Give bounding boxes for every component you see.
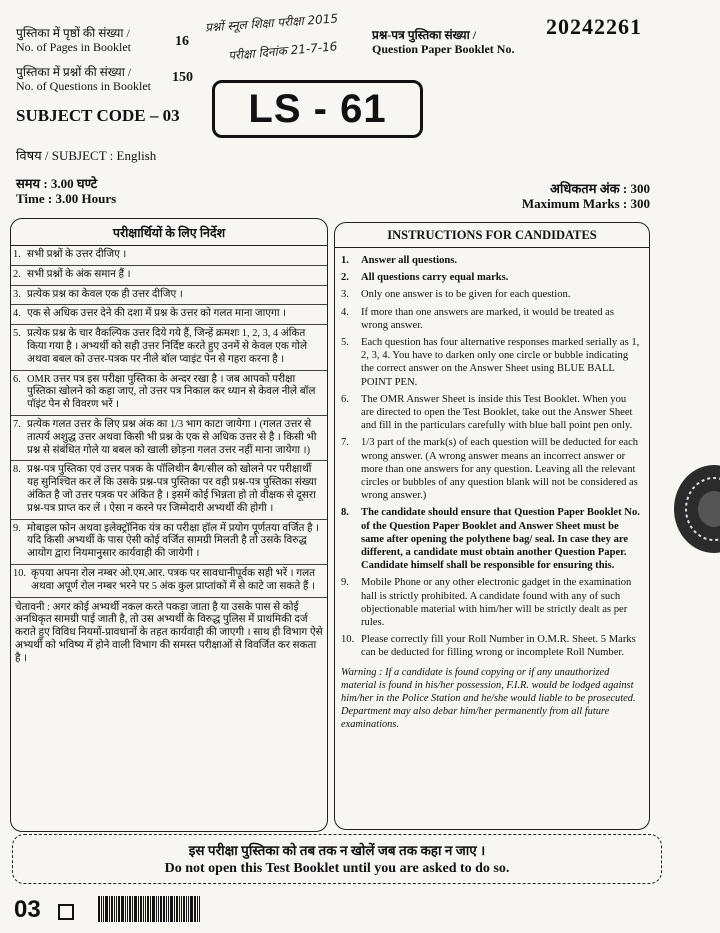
seal-stamp-icon xyxy=(666,462,720,556)
barcode-bar xyxy=(121,896,124,922)
item-number: 5. xyxy=(341,337,349,349)
barcode-bar xyxy=(114,896,115,922)
barcode-bar xyxy=(116,896,117,922)
item-text: मोबाइल फोन अथवा इलेक्ट्रॉनिक यंत्र का परीक्षा हॉल में प्रयोग पूर्णतया वर्जित है । यदि किसी अभ्यर्थी के पास ऐसी कोई वर्जित सामग्री मिलती है तो उसके विरुद्ध आयोग द्वारा नियमानुसार कार्यवाही की जायेगी । xyxy=(27,522,320,560)
barcode-bar xyxy=(194,896,196,922)
item-text: OMR उत्तर पत्र इस परीक्षा पुस्तिका के अन्दर रखा है । जब आपको परीक्षा पुस्तिका खोलने को कहा जाए, तो उत्तर पत्र निकाल कर ध्यान से केवल नीले बॉल पॉइंट पेन से विवरण भरें । xyxy=(27,373,316,411)
max-marks-block xyxy=(522,181,650,211)
barcode-bar xyxy=(168,896,169,922)
barcode-bar xyxy=(156,896,157,922)
time-block xyxy=(16,176,116,206)
subject: विषय / SUBJECT : English xyxy=(16,148,157,163)
pages-value: 16 xyxy=(175,34,189,49)
english-item-2 xyxy=(341,269,641,286)
item-number: 7. xyxy=(13,418,21,430)
notice-hindi: इस परीक्षा पुस्तिका को तब तक न खोलें जब तक कहा न जाए । xyxy=(188,843,486,858)
item-text: Only one answer is to be given for each question. xyxy=(361,289,571,301)
barcode-bar xyxy=(183,896,185,922)
item-text: कृपया अपना रोल नम्बर ओ.एम.आर. पत्रक पर सावधानीपूर्वक सही भरें । गलत अथवा अपूर्ण रोल नम्बर भरने पर 5 अंक कुल प्राप्तांकों में से काटे जा सकते हैं । xyxy=(31,567,316,592)
hindi-item-4 xyxy=(11,305,327,325)
english-instructions-panel xyxy=(334,222,650,830)
item-text: प्रत्येक प्रश्न का केवल एक ही उत्तर दीजिए । xyxy=(27,288,183,300)
barcode-bar xyxy=(134,896,137,922)
english-item-7 xyxy=(341,434,641,504)
english-item-4 xyxy=(341,304,641,334)
barcode-bar xyxy=(109,896,110,922)
time-hindi: समय : 3.00 घण्टे xyxy=(16,176,98,191)
barcode-bar xyxy=(190,896,193,922)
hindi-item-2 xyxy=(11,266,327,286)
barcode-bar xyxy=(118,896,120,922)
item-number: 10. xyxy=(341,634,355,646)
hindi-warning: चेतावनी : अगर कोई अभ्यर्थी नकल करते पकड़ा जाता है या उसके पास से कोई अनधिकृत सामग्री पाई जाती है, तो उस अभ्यर्थी के विरुद्ध पुलिस में प्राथमिकी दर्ज कराते हुए विविध नियमों-प्रावधानों के तहत कार्यवाही की जाएगी । साथ ही विभाग ऐसे अभ्यर्थी को भविष्य में होने वाली विभाग की समस्त परीक्षाओं से विवर्जित कर सकता है । xyxy=(15,601,323,664)
barcode-bar xyxy=(199,896,200,922)
hindi-instructions-list xyxy=(11,246,327,598)
item-number: 6. xyxy=(341,393,349,405)
hindi-item-8 xyxy=(11,461,327,519)
barcode-bar xyxy=(138,896,139,922)
hindi-item-3 xyxy=(11,286,327,306)
paper-code: LS - 61 xyxy=(248,86,387,131)
barcode-bar xyxy=(147,896,149,922)
hindi-panel-title: परीक्षार्थियों के लिए निर्देश xyxy=(11,219,327,246)
barcode-bar xyxy=(103,896,104,922)
item-text: सभी प्रश्नों के अंक समान हैं । xyxy=(27,268,131,280)
hindi-item-10 xyxy=(11,565,327,598)
english-item-1 xyxy=(341,252,641,269)
item-text: Mobile Phone or any other electronic gadget in the examination hall is strictly prohibited. A candidate found with any of such objectionable material with him/her will be strictly dealt as per rules. xyxy=(361,577,632,629)
item-number: 1. xyxy=(341,255,349,266)
barcode-bar xyxy=(125,896,126,922)
barcode-bar xyxy=(150,896,151,922)
barcode-bar xyxy=(170,896,173,922)
item-text: Answer all questions. xyxy=(361,255,458,266)
item-number: 8. xyxy=(13,464,21,476)
hindi-item-1 xyxy=(11,246,327,266)
questions-value: 150 xyxy=(172,70,193,85)
hindi-instructions-panel xyxy=(10,218,328,832)
max-marks-hindi: अधिकतम अंक : 300 xyxy=(550,181,650,196)
hindi-item-7 xyxy=(11,416,327,461)
subject-code: SUBJECT CODE – 03 xyxy=(16,106,180,125)
item-number: 10. xyxy=(13,567,26,579)
english-item-3 xyxy=(341,286,641,303)
barcode-bar xyxy=(111,896,113,922)
item-text: 1/3 part of the mark(s) of each question will be deducted for each wrong answer. (A wrong answer means an incorrect answer or more than one answers for any question. Leaving all the relevant circles or bubbles of any question blank will not be considered as wrong answer.) xyxy=(361,437,639,502)
english-item-5 xyxy=(341,334,641,391)
english-panel-title: INSTRUCTIONS FOR CANDIDATES xyxy=(335,223,649,248)
item-number: 5. xyxy=(13,328,21,340)
item-number: 4. xyxy=(341,306,349,318)
barcode-bar xyxy=(101,896,102,922)
barcode-bar xyxy=(158,896,159,922)
pages-label-english: No. of Pages in Booklet xyxy=(16,40,131,54)
item-number: 2. xyxy=(13,268,21,280)
notice-english: Do not open this Test Booklet until you are asked to do so. xyxy=(164,861,510,876)
time-english: Time : 3.00 Hours xyxy=(16,191,117,206)
item-text: All questions carry equal marks. xyxy=(361,272,509,284)
questions-label-hindi: पुस्तिका में प्रश्नों की संख्या / xyxy=(16,65,132,79)
item-number: 4. xyxy=(13,308,21,320)
item-number: 7. xyxy=(341,437,349,449)
barcode-bar xyxy=(152,896,155,922)
item-number: 6. xyxy=(13,373,21,385)
pages-label-hindi: पुस्तिका में पृष्ठों की संख्या / xyxy=(16,26,130,40)
item-text: प्रत्येक प्रश्न के चार वैकल्पिक उत्तर दिये गये हैं, जिन्हें क्रमशः 1, 2, 3, 4 अंकित किया गया है । अभ्यर्थी को सही उत्तर निर्दिष्ट करते हुए उनमें से केवल एक गोले अथवा बबल को उत्तर-पत्रक पर नीले बॉल प्वाइंट पेन से गहरा करना है । xyxy=(27,328,307,365)
barcode-bar xyxy=(181,896,182,922)
hindi-item-9 xyxy=(11,520,327,565)
barcode-bar xyxy=(186,896,187,922)
item-number: 3. xyxy=(13,288,21,300)
booklet-no-label xyxy=(372,28,514,56)
barcode-bar xyxy=(105,896,108,922)
item-text: Please correctly fill your Roll Number in O.M.R. Sheet. 5 Marks can be deducted for filling wrong or incomplete Roll Number. xyxy=(361,634,636,659)
hindi-item-5 xyxy=(11,325,327,370)
barcode-bar xyxy=(140,896,142,922)
barcode-bar xyxy=(129,896,131,922)
handwritten-note-2: परीक्षा दिनांक 21-7-16 xyxy=(227,39,338,63)
barcode-bar xyxy=(143,896,144,922)
barcode-bar xyxy=(160,896,162,922)
english-instructions-list xyxy=(335,248,649,662)
item-text: The OMR Answer Sheet is inside this Test Booklet. When you are directed to open the Test Booklet, take out the Answer Sheet and fill in the particulars carefully with blue ball point pen only. xyxy=(361,393,633,432)
hindi-item-6 xyxy=(11,371,327,416)
item-text: Each question has four alternative responses marked serially as 1, 2, 3, 4. You have to darken only one circle or bubble indicating the correct answer on the Answer Sheet using BLUE BALL POINT PEN. xyxy=(361,337,640,388)
barcode-bar xyxy=(179,896,180,922)
item-text: एक से अधिक उत्तर देने की दशा में प्रश्न के उत्तर को गलत माना जाएगा । xyxy=(27,308,287,320)
barcode xyxy=(98,896,201,922)
questions-label-english: No. of Questions in Booklet xyxy=(16,79,151,93)
max-marks-english: Maximum Marks : 300 xyxy=(521,196,650,211)
barcode-bar xyxy=(127,896,128,922)
barcode-bar xyxy=(145,896,146,922)
item-number: 8. xyxy=(341,507,349,519)
footer-code: 03 xyxy=(14,896,41,923)
item-number: 1. xyxy=(13,249,21,260)
item-text: If more than one answers are marked, it would be treated as wrong answer. xyxy=(361,306,614,331)
barcode-bar xyxy=(166,896,167,922)
item-text: सभी प्रश्नों के उत्तर दीजिए । xyxy=(27,249,127,260)
questions-label xyxy=(16,65,151,93)
booklet-no-label-english: Question Paper Booklet No. xyxy=(372,42,515,56)
item-number: 9. xyxy=(341,577,349,589)
english-item-9 xyxy=(341,574,641,631)
english-item-8 xyxy=(341,504,641,574)
item-text: प्रश्न-पत्र पुस्तिका एवं उत्तर पत्रक के पॉलिथीन बैग/सील को खोलने पर परीक्षार्थी यह सुनिश्चित कर लें कि उसके प्रश्न-पत्र पुस्तिका पर वही प्रश्न-पत्र पुस्तिका संख्या अंकित है जो उत्तर पत्रक पर अंकित है । इसमें कोई भिन्नता हो तो वीक्षक से दूसरा प्रश्न-पत्र प्राप्त कर लें । ऐसा न करने पर जिम्मेदारी अभ्यर्थी की होगी । xyxy=(27,464,317,514)
barcode-bar xyxy=(176,896,178,922)
item-number: 9. xyxy=(13,522,21,534)
item-text: The candidate should ensure that Question Paper Booklet No. of the Question Paper Booklet and Answer Sheet must be same after opening the polythene bag/ seal. In case they are different, a candidate must obtain another Question Paper. Candidate himself shall be responsible for ensuring this. xyxy=(361,507,640,572)
pages-label xyxy=(16,26,131,54)
item-number: 2. xyxy=(341,272,349,284)
english-item-6 xyxy=(341,391,641,435)
barcode-bar xyxy=(98,896,100,922)
booklet-number: 20242261 xyxy=(546,14,642,39)
barcode-bar xyxy=(174,896,175,922)
checkbox-square-icon xyxy=(58,904,74,920)
handwritten-note-1: प्रश्नों स्नूल शिक्षा परीक्षा 2015 xyxy=(204,11,339,35)
item-number: 3. xyxy=(341,289,349,301)
english-warning: Warning : If a candidate is found copying or if any unauthorized material is found in his/her possession, F.I.R. would be lodged against him/her in the Police Station and he/she would liable to be prosecuted. Department may also debar him/her permanently from all future examinations. xyxy=(341,666,636,730)
english-item-10 xyxy=(341,631,641,661)
item-text: प्रत्येक गलत उत्तर के लिए प्रश्न अंक का 1/3 भाग काटा जायेगा । (गलत उत्तर से तात्पर्य अशुद्ध उत्तर अथवा किसी भी प्रश्न के एक से अधिक उत्तर से है । किसी भी प्रश्न से संबंधित गोले या बबल को खाली छोड़ना गलत उत्तर नहीं माना जायेगा ।) xyxy=(27,418,317,456)
barcode-bar xyxy=(163,896,165,922)
barcode-bar xyxy=(132,896,133,922)
barcode-bar xyxy=(188,896,189,922)
booklet-no-label-hindi: प्रश्न-पत्र पुस्तिका संख्या / xyxy=(372,28,477,42)
barcode-bar xyxy=(197,896,198,922)
paper-code-box xyxy=(212,80,423,138)
do-not-open-notice xyxy=(12,834,662,884)
